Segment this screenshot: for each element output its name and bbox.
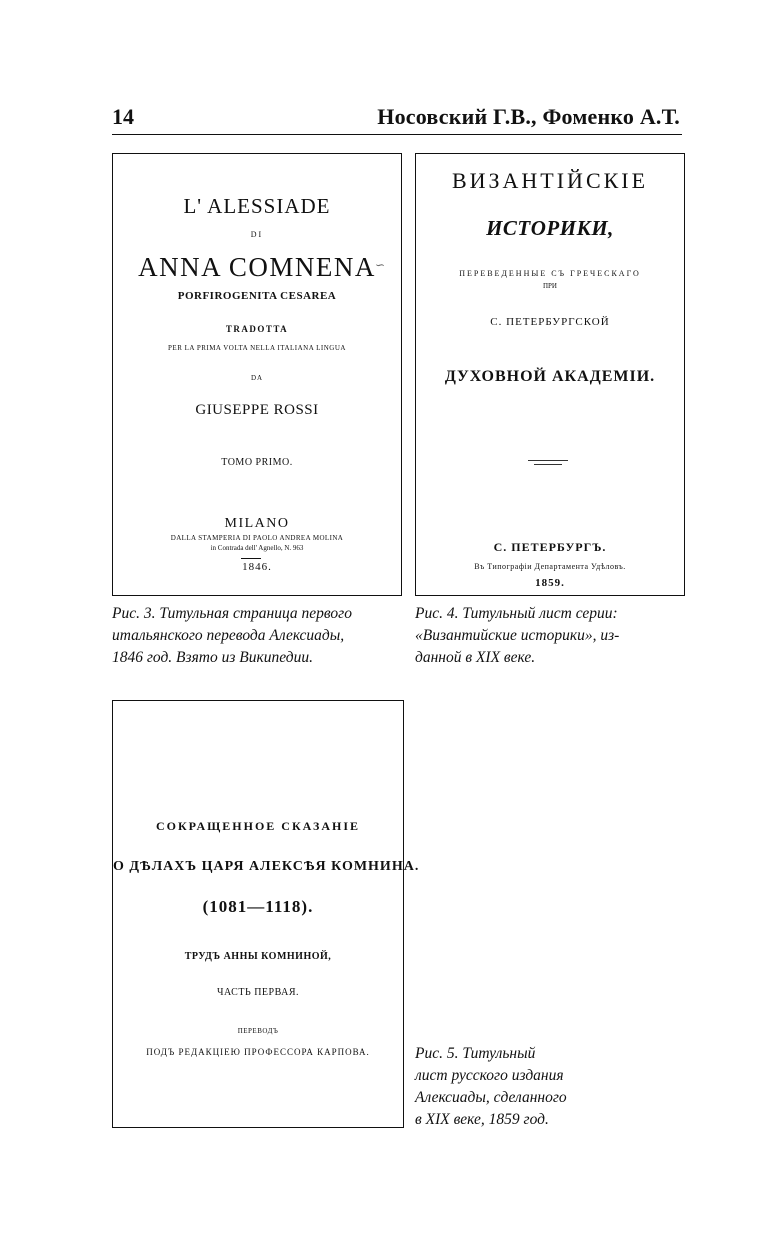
page-number: 14: [112, 104, 134, 129]
fig3-per: PER LA PRIMA VOLTA NELLA ITALIANA LINGUA: [168, 344, 346, 352]
figure-4-caption: [415, 603, 687, 669]
fig3-address: in Contrada dell' Agnello, N. 963: [210, 544, 304, 552]
fig5-line2: О ДѢЛАХЪ ЦАРЯ АЛЕКСѢЯ КОМНИНА.: [113, 859, 420, 874]
caption-line: 1846 год. Взято из Википедии.: [112, 649, 313, 666]
running-header-authors: Носовский Г.В., Фоменко А.Т.: [377, 104, 680, 129]
fig5-line3: (1081—1118).: [202, 897, 314, 916]
caption-line: лист русского издания: [415, 1067, 564, 1084]
caption-line: Алексиады, сделанного: [415, 1089, 567, 1106]
fig4-line3: ПЕРЕВЕДЕННЫЕ СЪ ГРЕЧЕСКАГО: [459, 269, 641, 278]
caption-line: данной в XIX веке.: [415, 649, 536, 666]
caption-line: Рис. 5. Титульный: [415, 1045, 536, 1062]
fig5-line1: СОКРАЩЕННОЕ СКАЗАНІЕ: [155, 819, 361, 833]
caption-line: «Византийские историки», из-: [415, 627, 620, 644]
caption-line: Рис. 3. Титульная страница первого: [112, 605, 352, 622]
fig3-tradotta: TRADOTTA: [225, 324, 289, 334]
fig3-subtitle: PORFIROGENITA CESAREA: [177, 290, 337, 302]
fig3-name: ANNA COMNENA: [138, 252, 376, 282]
fig5-line7: ПОДЪ РЕДАКЦІЕЮ ПРОФЕССОРА КАРПОВА.: [146, 1047, 370, 1057]
fig4-year: 1859.: [535, 577, 565, 589]
fig4-ornament-rule-2: [534, 464, 562, 465]
fig5-line4: ТРУДЪ АННЫ КОМНИНОЙ,: [184, 951, 332, 962]
fig3-tomo: TOMO PRIMO.: [221, 457, 293, 468]
figure-5-title-page: [112, 700, 420, 1128]
fig4-city: С. ПЕТЕРБУРГЪ.: [493, 540, 607, 554]
fig4-ornament-rule: [528, 460, 568, 461]
fig4-line5: С. ПЕТЕРБУРГСКОЙ: [490, 316, 610, 328]
fig4-line4: ПРИ: [542, 282, 557, 290]
fig3-da: DA: [250, 374, 264, 382]
caption-line: итальянского перевода Алексиады,: [112, 627, 345, 644]
fig3-author: GIUSEPPE ROSSI: [195, 402, 319, 418]
fig4-printer: Въ Типографіи Департамента Удѣловъ.: [474, 562, 626, 571]
header-rule: [112, 134, 682, 135]
fig3-city: MILANO: [224, 516, 290, 531]
fig3-year: 1846.: [242, 561, 272, 573]
fig4-line1: ВИЗАНТІЙСКІЕ: [451, 168, 649, 193]
fig3-handwritten-mark: ∽: [375, 258, 386, 272]
fig5-line5: ЧАСТЬ ПЕРВАЯ.: [216, 987, 300, 998]
fig5-line6: ПЕРЕВОДЪ: [237, 1027, 279, 1035]
fig4-line2: ИСТОРИКИ,: [486, 216, 614, 240]
fig3-printer: DALLA STAMPERIA DI PAOLO ANDREA MOLINA: [170, 534, 344, 542]
fig3-di: DI: [250, 230, 264, 239]
fig3-title: L' ALESSIADE: [183, 194, 331, 218]
fig4-line6: ДУХОВНОЙ АКАДЕМІИ.: [444, 368, 656, 385]
figure-3-caption: [112, 603, 404, 669]
caption-line: в XIX веке, 1859 год.: [415, 1111, 549, 1128]
figure-4-title-page: [415, 153, 685, 596]
fig3-divider: [241, 558, 261, 559]
figure-5-caption: [415, 1043, 615, 1131]
figure-3-title-page: [112, 153, 402, 596]
caption-line: Рис. 4. Титульный лист серии:: [415, 605, 618, 622]
